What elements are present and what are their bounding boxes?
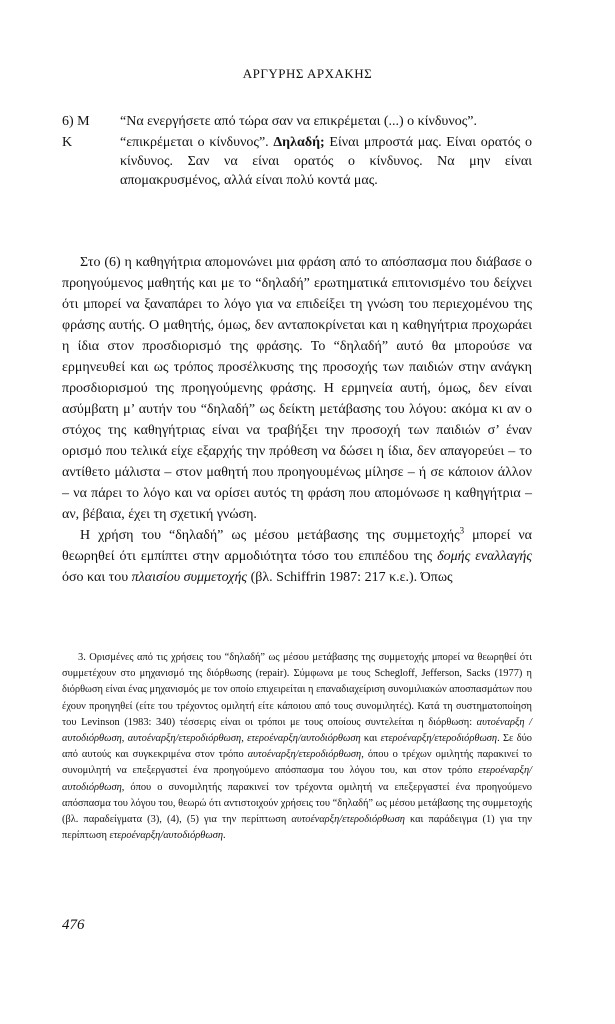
footnote-part: , <box>241 733 248 745</box>
utterance-part: Είναι μπροστά μας. Είναι ορατός ο κίνδυνος. Σαν να είναι ορατός ο κίνδυνος. Να μην είναι απομακρυσμένος, αλλά είναι πολύ κοντά μας. <box>120 135 532 188</box>
italic-term: ετεροέναρξη/αυτοδιόρθωση <box>109 830 223 842</box>
footnote-text <box>62 650 532 844</box>
paragraph-2 <box>62 525 532 588</box>
italic-term: αυτοέναρξη/ετεροδιόρθωση <box>127 733 242 745</box>
italic-term: αυτοέναρξη/ετεροδιόρθωση <box>247 749 362 761</box>
dialogue-turn <box>62 112 532 131</box>
footnote-ref[interactable]: 3 <box>459 525 465 536</box>
speaker-label: 6) M <box>62 114 90 129</box>
footnote-part: και <box>360 733 381 745</box>
paragraph-part: (βλ. Schiffrin 1987: 217 κ.ε.). Όπως <box>247 570 453 585</box>
dialogue-turn <box>62 133 532 190</box>
utterance-text: “Να ενεργήσετε από τώρα σαν να επικρέμεται (...) ο κίνδυνος”. <box>120 114 477 129</box>
footnote-part: . Σε δύο από αυτούς και συγκεκριμένα στον τρόπο <box>62 733 532 761</box>
italic-term: ετεροέναρξη/αυτοδιόρθωση <box>247 733 361 745</box>
footnote-part: , <box>121 733 128 745</box>
italic-term: πλαισίου συμμετοχής <box>131 570 248 585</box>
footnote-part: , όπου ο συνομιλητής παρακινεί τον τρέχοντα ομιλητή να επεξεργαστεί ένα προηγούμενο απόσπασμα του λόγου του, θεωρώ ότι αντιστοιχούν χρήσεις του “δηλαδή” ως μέσου μετάβασης της συμμετοχής (βλ. παραδείγματα (3), (4), (5) για την περίπτωση <box>62 781 532 826</box>
footnote-part: και παράδειγμα (1) για την περίπτωση <box>62 814 532 842</box>
footnote-part: 3. Ορισμένες από τις χρήσεις του “δηλαδή” ως μέσου μετάβασης της συμμετοχής μπορεί να θεωρηθεί ότι συμμετέχουν στο μηχανισμό της διόρθωσης (repair). Σύμφωνα με τους Schegloff, Jefferson, Sacks (1977) η διόρθωση είναι ένας μηχανισμός με τον οποίο επιχειρείται η επαναδιαχείριση συνομιλιακών αποσπασμάτων που έχουν προηγηθεί (είτε του τρέχοντος ομιλητή είτε κάποιου από τους συνομιλητές). Κατά τη συστηματοποίηση του Levinson (1983: 340) τέσσερις είναι οι τρόποι με τους οποίους συντελείται η διόρθωση: <box>62 652 532 728</box>
speaker-label: K <box>62 135 73 150</box>
body-text <box>62 252 532 588</box>
utterance-bold: Δηλαδή; <box>273 135 325 150</box>
italic-term: ετεροέναρξη/ετεροδιόρθωση <box>380 733 498 745</box>
footnote-part: . <box>222 830 226 842</box>
paragraph-part: όσο και του <box>62 570 132 585</box>
paragraph-part: μπορεί να θεωρηθεί ότι εμπίπτει στην αρμοδιότητα τόσο του επιπέδου της <box>62 528 532 564</box>
italic-term: αυτοέναρξη/ετεροδιόρθωση <box>291 814 405 826</box>
running-header: ΑΡΓΥΡΗΣ ΑΡΧΑΚΗΣ <box>242 66 373 81</box>
footnote-part: , όπου ο τρέχων ομιλητής παρακινεί το συνομιλητή να επεξεργαστεί ένα προηγούμενο απόσπασμα του λόγου του, και στον τρόπο <box>62 749 532 777</box>
italic-term: αυτοέναρξη / αυτοδιόρθωση <box>62 716 532 745</box>
page-number: 476 <box>62 917 85 933</box>
footnote <box>62 650 532 844</box>
paragraph-part: Η χρήση του “δηλαδή” ως μέσου μετάβασης της συμμετοχής <box>80 528 460 543</box>
italic-term: δομής εναλλαγής <box>437 549 533 564</box>
utterance-text <box>120 133 532 190</box>
paragraph-1: Στο (6) η καθηγήτρια απομονώνει μια φράση από το απόσπασμα που διάβασε ο προηγούμενος μαθητής και με το “δηλαδή” ερωτηματικά επιτονισμένο του δείχνει ότι μπορεί να ξαναπάρει το λόγο για να επιδείξει τη γνώση του περιεχομένου της φράσης αυτής. Ο μαθητής, όμως, δεν ανταποκρίνεται και η καθηγήτρια προχωράει η ίδια στον προσδιορισμό της φράσης. Το “δηλαδή” αυτό θα μπορούσε να ερμηνευθεί και ως τρόπος προσέλκυσης της προσοχής των παιδιών στην ανάγκη προσδιορισμού της προηγούμενης φράσης. Η ερμηνεία αυτή, όμως, δεν είναι ασύμβατη μ’ αυτήν του “δηλαδή” ως δείκτη μετάβασης του λόγου: ακόμα κι αν ο στόχος της καθηγήτριας είναι να τραβήξει την προσοχή των παιδιών σ’ έναν ορισμό που τελικά είχε εξαρχής την πρόθεση να δώσει η ίδια, δεν απαγορεύει – το αντίθετο μάλιστα – στον μαθητή που προηγουμένως μίλησε – ή σε κάποιον άλλον – να πάρει το λόγο και να ορίσει αυτός τη φράση που απομόνωσε η καθηγήτρια – αν, βέβαια, έχει τη σχετική γνώση. <box>62 255 532 522</box>
utterance-part: “επικρέμεται ο κίνδυνος”. <box>120 135 274 150</box>
italic-term: ετεροέναρξη/αυτοδιόρθωση <box>62 765 532 793</box>
dialogue-excerpt <box>62 112 532 192</box>
